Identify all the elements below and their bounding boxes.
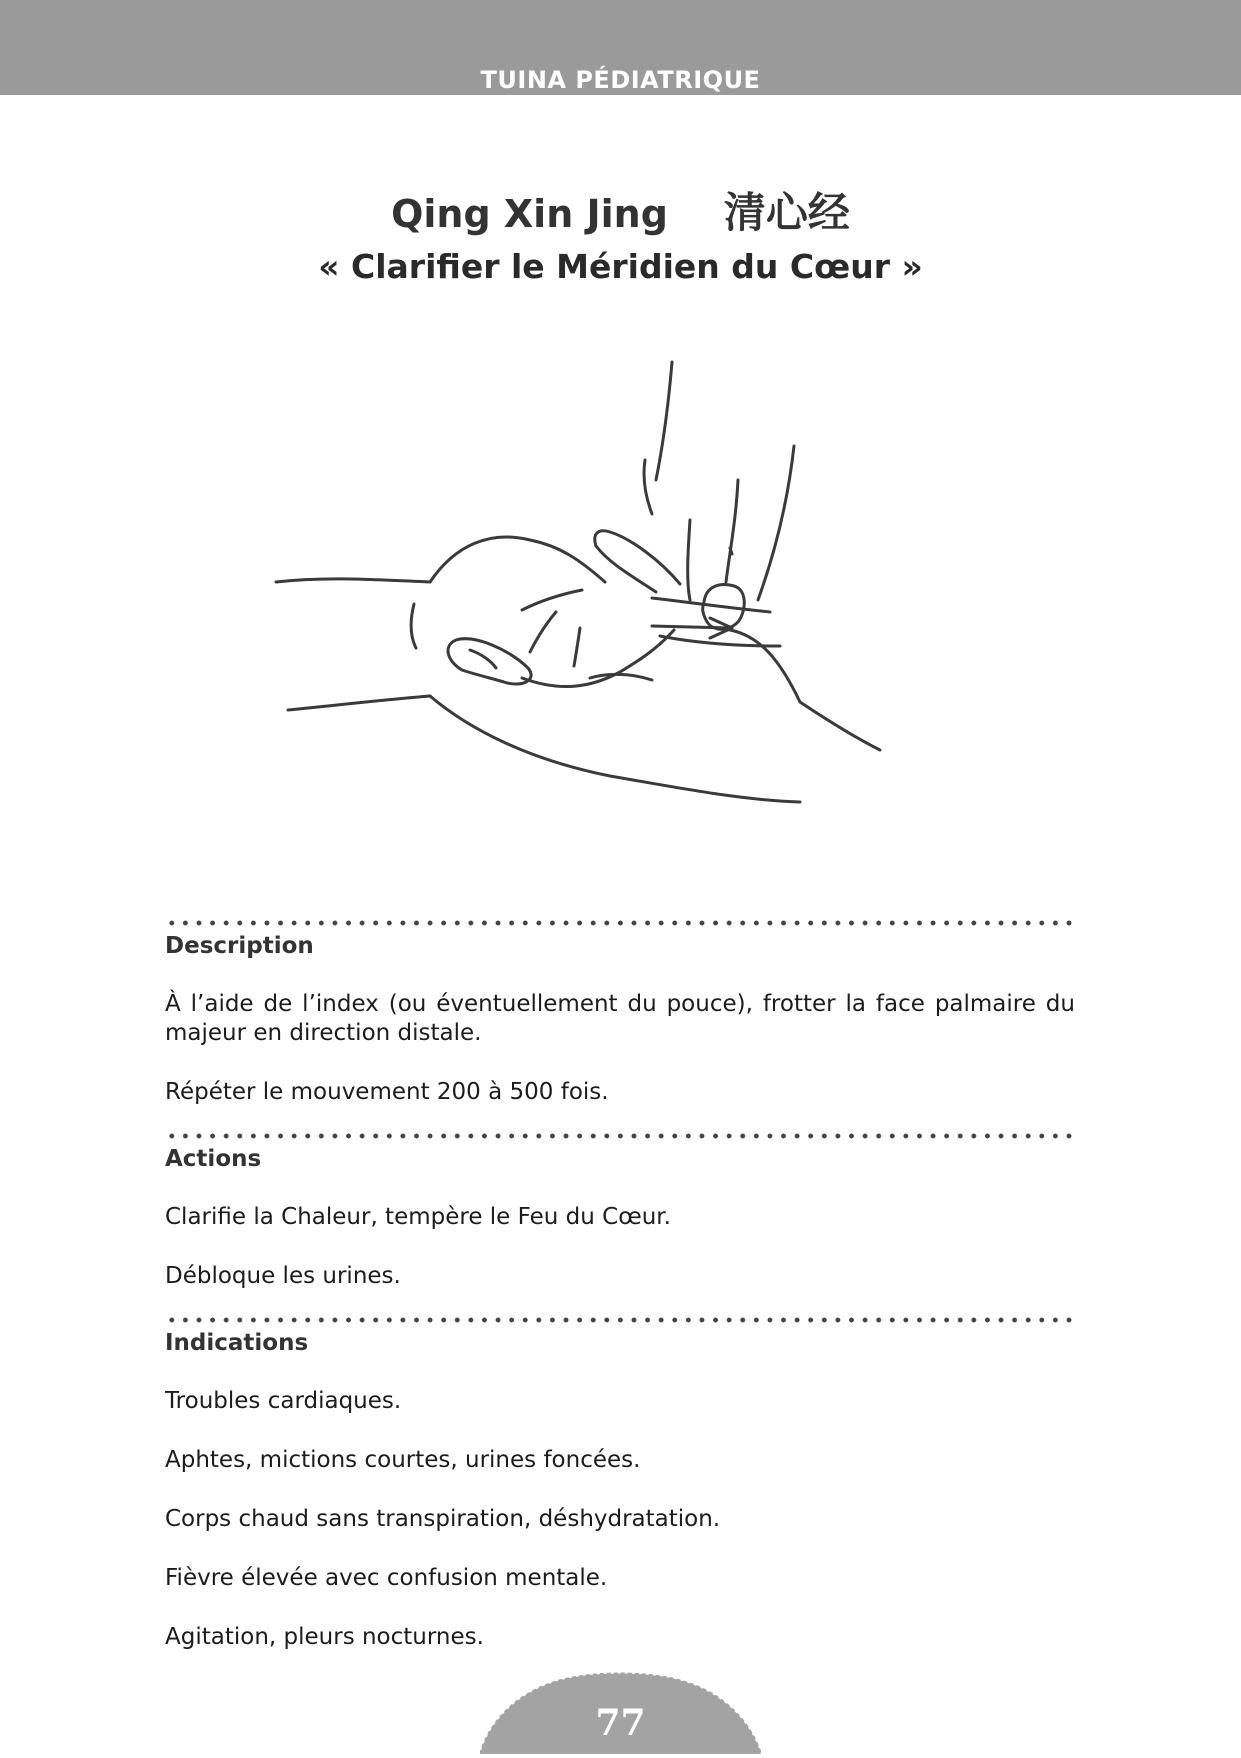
paragraph: Troubles cardiaques. xyxy=(165,1388,402,1414)
paragraph: Aphtes, mictions courtes, urines foncées. xyxy=(165,1447,641,1473)
section-heading: Description xyxy=(165,933,314,959)
paragraph: Corps chaud sans transpiration, déshydratation. xyxy=(165,1506,721,1532)
paragraph: Fièvre élevée avec confusion mentale. xyxy=(165,1565,608,1591)
section-heading: Actions xyxy=(165,1146,262,1172)
title-chinese: 清心经 xyxy=(723,188,850,237)
page-subtitle: « Clarifier le Méridien du Cœur » xyxy=(318,247,923,286)
hand-massage-illustration xyxy=(260,350,960,854)
section-heading: Indications xyxy=(165,1330,309,1356)
paragraph: Clarifie la Chaleur, tempère le Feu du Cœur. xyxy=(165,1204,671,1230)
indications-section xyxy=(165,1317,1075,1652)
paragraph: Répéter le mouvement 200 à 500 fois. xyxy=(165,1079,609,1105)
dotted-divider xyxy=(165,920,1075,926)
description-section xyxy=(165,920,1075,1107)
page-number-badge xyxy=(480,1670,761,1758)
paragraph: Agitation, pleurs nocturnes. xyxy=(165,1624,484,1650)
page-number: 77 xyxy=(595,1702,646,1744)
dotted-divider xyxy=(165,1317,1075,1323)
page-title xyxy=(0,180,1241,240)
title-latin: Qing Xin Jing xyxy=(391,192,668,236)
content xyxy=(165,920,1075,1652)
paragraph: À l’aide de l’index (ou éventuellement du pouce), frotter la face palmaire du majeur en direction distale. xyxy=(165,991,1075,1046)
actions-section xyxy=(165,1133,1075,1291)
paragraph: Débloque les urines. xyxy=(165,1263,401,1289)
running-header: TUINA PÉDIATRIQUE xyxy=(480,66,761,94)
dotted-divider xyxy=(165,1133,1075,1139)
